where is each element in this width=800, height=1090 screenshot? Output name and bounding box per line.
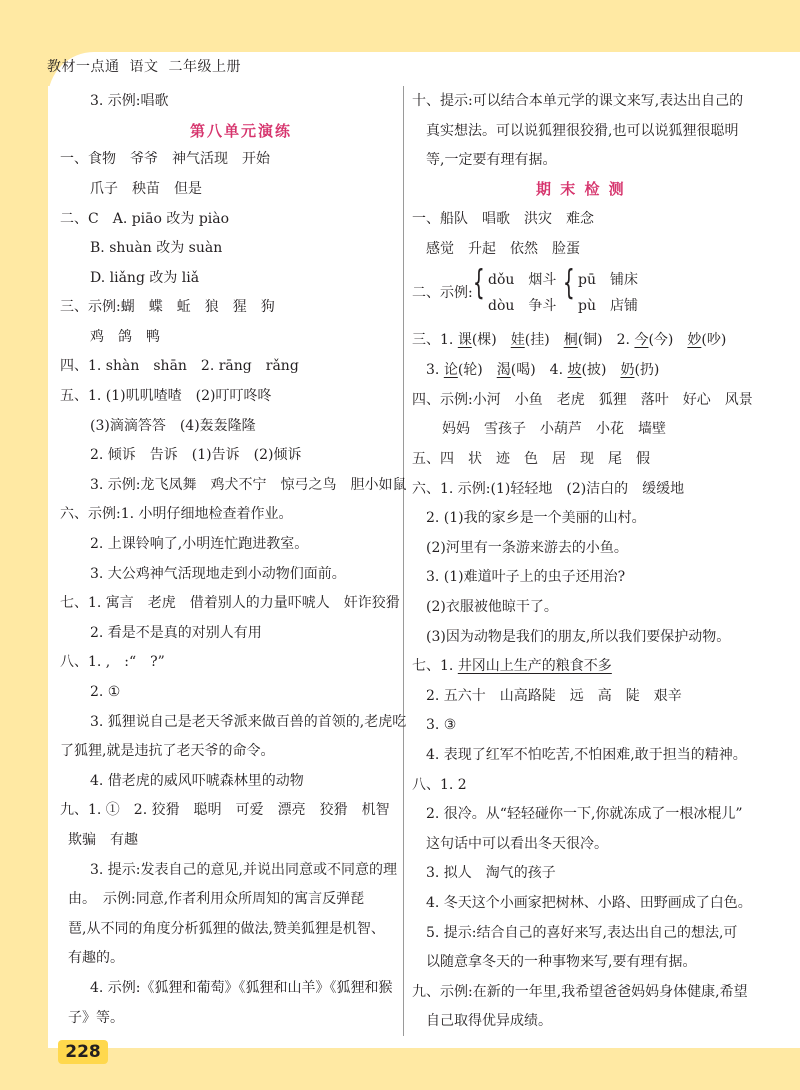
item-number: 三、1. [412,332,458,348]
item-number: 3. [426,362,444,378]
pinyin-word: pù 店铺 [578,298,638,314]
answer-line: 3. 大公鸡神气活现地走到小动物们面前。 [90,566,346,582]
correction-hint: (吵) [701,332,727,348]
page-number: 228 [58,1040,108,1064]
underlined-sentence: 井冈山上生产的粮食不多 [457,658,612,674]
answer-line: 二、C A. piāo 改为 piào [60,211,230,227]
answer-line: 九、示例:在新的一年里,我希望爸爸妈妈身体健康,希望 [412,984,748,1000]
item-number: 七、1. [412,658,458,674]
answer-line: 3. ③ [426,717,457,733]
answer-line: 以随意拿冬天的一种事物来写,要有理有据。 [426,954,697,970]
underlined-word: 奶 [620,362,635,378]
correction-hint: (轮) [457,362,483,378]
left-yellow-band [0,60,50,1090]
answer-line [412,656,612,676]
left-brace-icon: { [472,263,485,303]
answer-line: B. shuàn 改为 suàn [90,240,223,256]
answer-line: 了狐狸,就是违抗了老天爷的命令。 [60,743,275,759]
correction-hint: (铜) [577,332,603,348]
underlined-word: 渴 [496,362,511,378]
answer-line: (2)衣服被他晾干了。 [426,599,558,615]
answer-line: 3. 示例:龙飞凤舞 鸡犬不宁 惊弓之鸟 胆小如鼠 [90,477,407,493]
answer-line: 妈妈 雪孩子 小葫芦 小花 墙壁 [442,421,666,437]
answer-line: 4. 示例:《狐狸和葡萄》《狐狸和山羊》《狐狸和猴 [90,980,393,996]
answer-line: 八、1. , :“ ?” [60,654,165,670]
answer-line: 一、食物 爷爷 神气活现 开始 [60,151,270,167]
answer-line: 三、示例:蝴 蝶 蚯 狼 猩 狗 [60,299,275,315]
correction-hint: (披) [581,362,607,378]
underlined-word: 论 [443,362,458,378]
grade-label: 二年级上册 [168,59,241,75]
answer-line: 3. 提示:发表自己的意见,并说出同意或不同意的理 [90,862,397,878]
item-number: 2. [602,332,635,348]
answer-line: D. liǎng 改为 liǎ [90,270,200,286]
answer-line: 3. 示例:唱歌 [90,93,169,109]
column-divider [403,86,404,1036]
answer-line: 爪子 秧苗 但是 [90,181,202,197]
answer-line: 3. 拟人 淘气的孩子 [426,865,556,881]
answer-line: 六、示例:1. 小明仔细地检查着作业。 [60,506,293,522]
underlined-word: 坡 [567,362,582,378]
section-title-final-test: 期 末 检 测 [536,180,626,198]
answer-line: 四、示例:小河 小鱼 老虎 狐狸 落叶 好心 风景 [412,392,753,408]
answer-line: 一、船队 唱歌 洪灾 难念 [412,211,594,227]
answer-line: 真实想法。可以说狐狸很狡猾,也可以说狐狸很聪明 [426,123,739,139]
correction-hint: (扔) [634,362,660,378]
answer-line: 七、1. 寓言 老虎 借着别人的力量吓唬人 奸诈狡猾 [60,595,400,611]
answer-line: 十、提示:可以结合本单元学的课文来写,表达出自己的 [412,93,744,109]
answer-line: 鸡 鸽 鸭 [90,329,160,345]
correction-hint: (喝) [510,362,536,378]
answer-line: 2. 倾诉 告诉 (1)告诉 (2)倾诉 [90,447,302,463]
answer-line: 2. (1)我的家乡是一个美丽的山村。 [426,510,646,526]
answer-line: 二、示例: [412,285,473,301]
answer-line: 这句话中可以看出冬天很冷。 [426,836,608,852]
underlined-word: 课 [457,332,472,348]
answer-line: (3)滴滴答答 (4)轰轰隆隆 [90,418,256,434]
item-number: 4. [535,362,568,378]
answer-line: 四、1. shàn shān 2. rāng rǎng [60,358,299,374]
pinyin-word: pū 铺床 [578,272,638,288]
pinyin-word: dǒu 烟斗 [488,272,557,288]
answer-line: 等,一定要有理有据。 [426,152,557,168]
underlined-word: 娃 [510,332,525,348]
answer-line: 子》等。 [68,1010,124,1026]
answer-line: 4. 冬天这个小画家把树林、小路、田野画成了白色。 [426,895,752,911]
answer-line: 2. ① [90,684,121,700]
bottom-yellow-band [0,1048,800,1090]
underlined-word: 妙 [687,332,702,348]
answer-line: (3)因为动物是我们的朋友,所以我们要保护动物。 [426,629,731,645]
correction-hint: (棵) [471,332,497,348]
correction-hint: (挂) [524,332,550,348]
running-header [47,56,251,76]
answer-line: 2. 上课铃响了,小明连忙跑进教室。 [90,536,309,552]
answer-line-corrections [426,360,659,380]
section-title-unit8: 第八单元演练 [190,122,293,140]
answer-line: 欺骗 有趣 [68,832,138,848]
answer-line: 2. 五六十 山高路陡 远 高 陡 艰辛 [426,688,682,704]
answer-line: 由。 示例:同意,作者利用众所周知的寓言反弹琵 [68,891,365,907]
answer-line: 2. 看是不是真的对别人有用 [90,625,262,641]
answer-line: 八、1. 2 [412,777,467,793]
pinyin-word: dòu 争斗 [488,298,557,314]
answer-line: 5. 提示:结合自己的喜好来写,表达出自己的想法,可 [426,925,738,941]
answer-line: 六、1. 示例:(1)轻轻地 (2)洁白的 缓缓地 [412,481,685,497]
underlined-word: 今 [634,332,649,348]
answer-line: 五、1. (1)叽叽喳喳 (2)叮叮咚咚 [60,388,272,404]
subject-label: 语文 [129,59,159,75]
answer-line: 3. (1)难道叶子上的虫子还用治? [426,569,626,585]
answer-line: 3. 狐狸说自己是老天爷派来做百兽的首领的,老虎吃 [90,714,407,730]
underlined-word: 桐 [563,332,578,348]
left-brace-icon: { [562,263,575,303]
correction-hint: (今) [648,332,674,348]
answer-line: 五、四 状 迹 色 居 现 尾 假 [412,451,650,467]
book-title: 教材一点通 [47,59,120,75]
answer-line: 感觉 升起 依然 脸蛋 [426,241,580,257]
answer-line: 自己取得优异成绩。 [426,1013,552,1029]
answer-line: (2)河里有一条游来游去的小鱼。 [426,540,628,556]
answer-line: 4. 借老虎的威风吓唬森林里的动物 [90,773,304,789]
answer-line: 琶,从不同的角度分析狐狸的做法,赞美狐狸是机智、 [68,921,385,937]
answer-line: 有趣的。 [68,950,124,966]
answer-line: 九、1. ① 2. 狡猾 聪明 可爱 漂亮 狡猾 机智 [60,802,390,818]
answer-line-corrections [412,330,726,350]
answer-line: 4. 表现了红军不怕吃苦,不怕困难,敢于担当的精神。 [426,747,747,763]
answer-line: 2. 很冷。从“轻轻碰你一下,你就冻成了一根冰棍儿” [426,806,743,822]
